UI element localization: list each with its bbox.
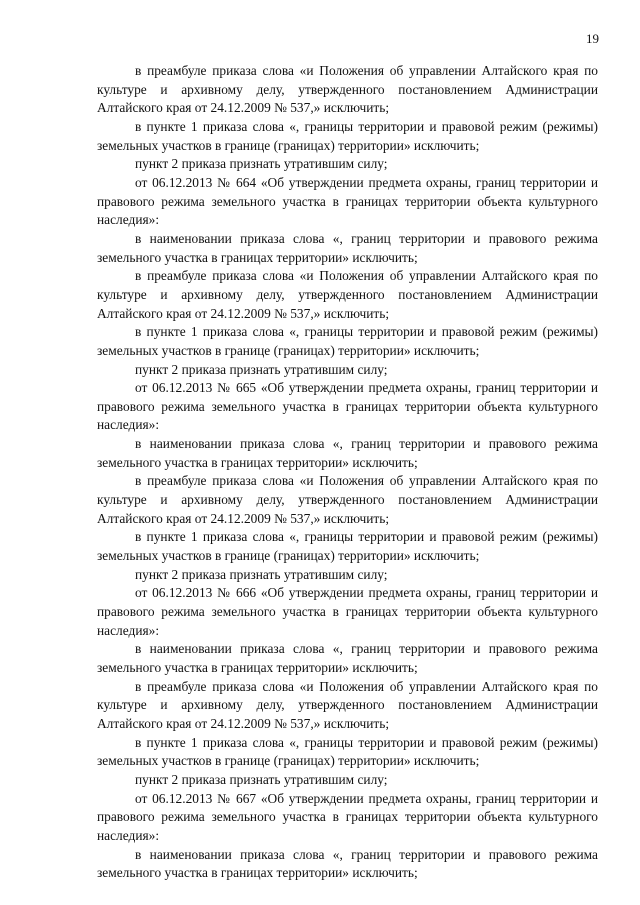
body-paragraph: пункт 2 приказа признать утратившим силу;	[135, 361, 388, 377]
body-paragraph: в преамбуле приказа слова «и Положения об управлении Алтайского края по культуре и архивному делу, утвержденного постановлением Администрации Алтайского края от 24.12.2009 № 537,» исключить;	[97, 63, 598, 116]
body-paragraph: от 06.12.2013 № 665 «Об утверждении предмета охраны, границ территории и правового режима земельного участка в границах территории объекта культурного наследия»:	[97, 380, 598, 433]
body-paragraph: в наименовании приказа слова «, границ территории и правового режима земельного участка в границах территории» исключить;	[97, 846, 598, 881]
body-paragraph: в преамбуле приказа слова «и Положения об управлении Алтайского края по культуре и архивному делу, утвержденного постановлением Администрации Алтайского края от 24.12.2009 № 537,» исключить;	[97, 678, 598, 731]
body-paragraph: от 06.12.2013 № 666 «Об утверждении предмета охраны, границ территории и правового режима земельного участка в границах территории объекта культурного наследия»:	[97, 585, 598, 638]
body-paragraph: в преамбуле приказа слова «и Положения об управлении Алтайского края по культуре и архивному делу, утвержденного постановлением Администрации Алтайского края от 24.12.2009 № 537,» исключить;	[97, 473, 598, 526]
body-paragraph: в наименовании приказа слова «, границ территории и правового режима земельного участка в границах территории» исключить;	[97, 230, 598, 265]
body-paragraph: пункт 2 приказа признать утратившим силу;	[135, 566, 388, 582]
body-paragraph: в пункте 1 приказа слова «, границы территории и правовой режим (режимы) земельных участков в границе (границах) территории» исключить;	[97, 118, 598, 153]
body-paragraph: в пункте 1 приказа слова «, границы территории и правовой режим (режимы) земельных участков в границе (границах) территории» исключить;	[97, 324, 598, 358]
body-paragraph: от 06.12.2013 № 667 «Об утверждении предмета охраны, границ территории и правового режима земельного участка в границах территории объекта культурного наследия»:	[97, 790, 598, 843]
body-paragraph: в пункте 1 приказа слова «, границы территории и правовой режим (режимы) земельных участков в границе (границах) территории» исключить;	[97, 529, 598, 564]
body-paragraph: в пункте 1 приказа слова «, границы территории и правовой режим (режимы) земельных участков в границе (границах) территории» исключить;	[97, 734, 598, 769]
body-paragraph: в наименовании приказа слова «, границ территории и правового режима земельного участка в границах территории» исключить;	[97, 641, 598, 675]
body-paragraph: в наименовании приказа слова «, границ территории и правового режима земельного участка в границах территории» исключить;	[97, 436, 598, 470]
page-number: 19	[586, 31, 599, 46]
body-paragraph: пункт 2 приказа признать утратившим силу;	[135, 771, 388, 787]
body-paragraph: от 06.12.2013 № 664 «Об утверждении предмета охраны, границ территории и правового режима земельного участка в границах территории объекта культурного наследия»:	[97, 174, 598, 228]
document-body	[97, 62, 598, 883]
body-paragraph: в преамбуле приказа слова «и Положения об управлении Алтайского края по культуре и архивному делу, утвержденного постановлением Администрации Алтайского края от 24.12.2009 № 537,» исключить;	[97, 268, 598, 321]
body-paragraph: пункт 2 приказа признать утратившим силу;	[135, 156, 388, 172]
